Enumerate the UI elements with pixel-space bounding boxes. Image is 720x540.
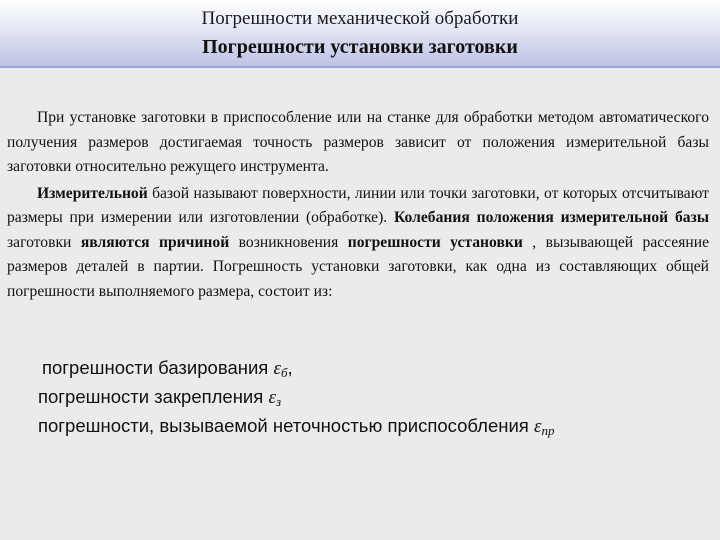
paragraph-2-text-3: возникновения (229, 233, 348, 251)
list-item: погрешности закрепления εз (38, 386, 282, 409)
subscript: б (280, 365, 288, 380)
slide-title: Погрешности установки заготовки (202, 36, 518, 58)
subscript: з (275, 394, 282, 409)
epsilon-symbol: ε (533, 416, 542, 437)
paragraph-1: При установке заготовки в приспособление или на станке для обработки методом автоматического получения размеров достигаемая точность размеров зависит от положения измерительной базы заготовки относительно режущего инструмента. (7, 109, 709, 175)
paragraph-2-text-4: , вызывающей рассеяние размеров деталей в партии. Погрешность установки заготовки, как одна из составляющих общей погрешности выполняемого размера, состоит из: (7, 233, 709, 300)
body-text (7, 106, 709, 304)
term-cause: являются причиной (80, 233, 230, 251)
epsilon-symbol: ε (268, 387, 276, 408)
slide-subject: Погрешности механической обработки (201, 8, 519, 29)
paragraph-2 (7, 182, 709, 305)
slide-header (0, 0, 720, 68)
term-measuring-base: Измерительной (37, 184, 148, 202)
term-base-fluctuation: Колебания положения измерительной базы (393, 209, 709, 226)
paragraph-2-text-1: базой называют поверхности, линии или точки заготовки, от которых отсчитывают размеры при измерении или изготовлении (обработке). (7, 184, 709, 226)
epsilon-symbol: ε (273, 358, 281, 379)
term-setup-error: погрешности установки (347, 233, 523, 251)
list-item: погрешности, вызываемой неточностью приспособления εпр (38, 415, 555, 438)
subscript: пр (541, 423, 555, 438)
paragraph-2-text-2: заготовки (7, 233, 81, 251)
error-components-list (38, 354, 554, 441)
list-item: погрешности базирования εб, (42, 357, 293, 380)
